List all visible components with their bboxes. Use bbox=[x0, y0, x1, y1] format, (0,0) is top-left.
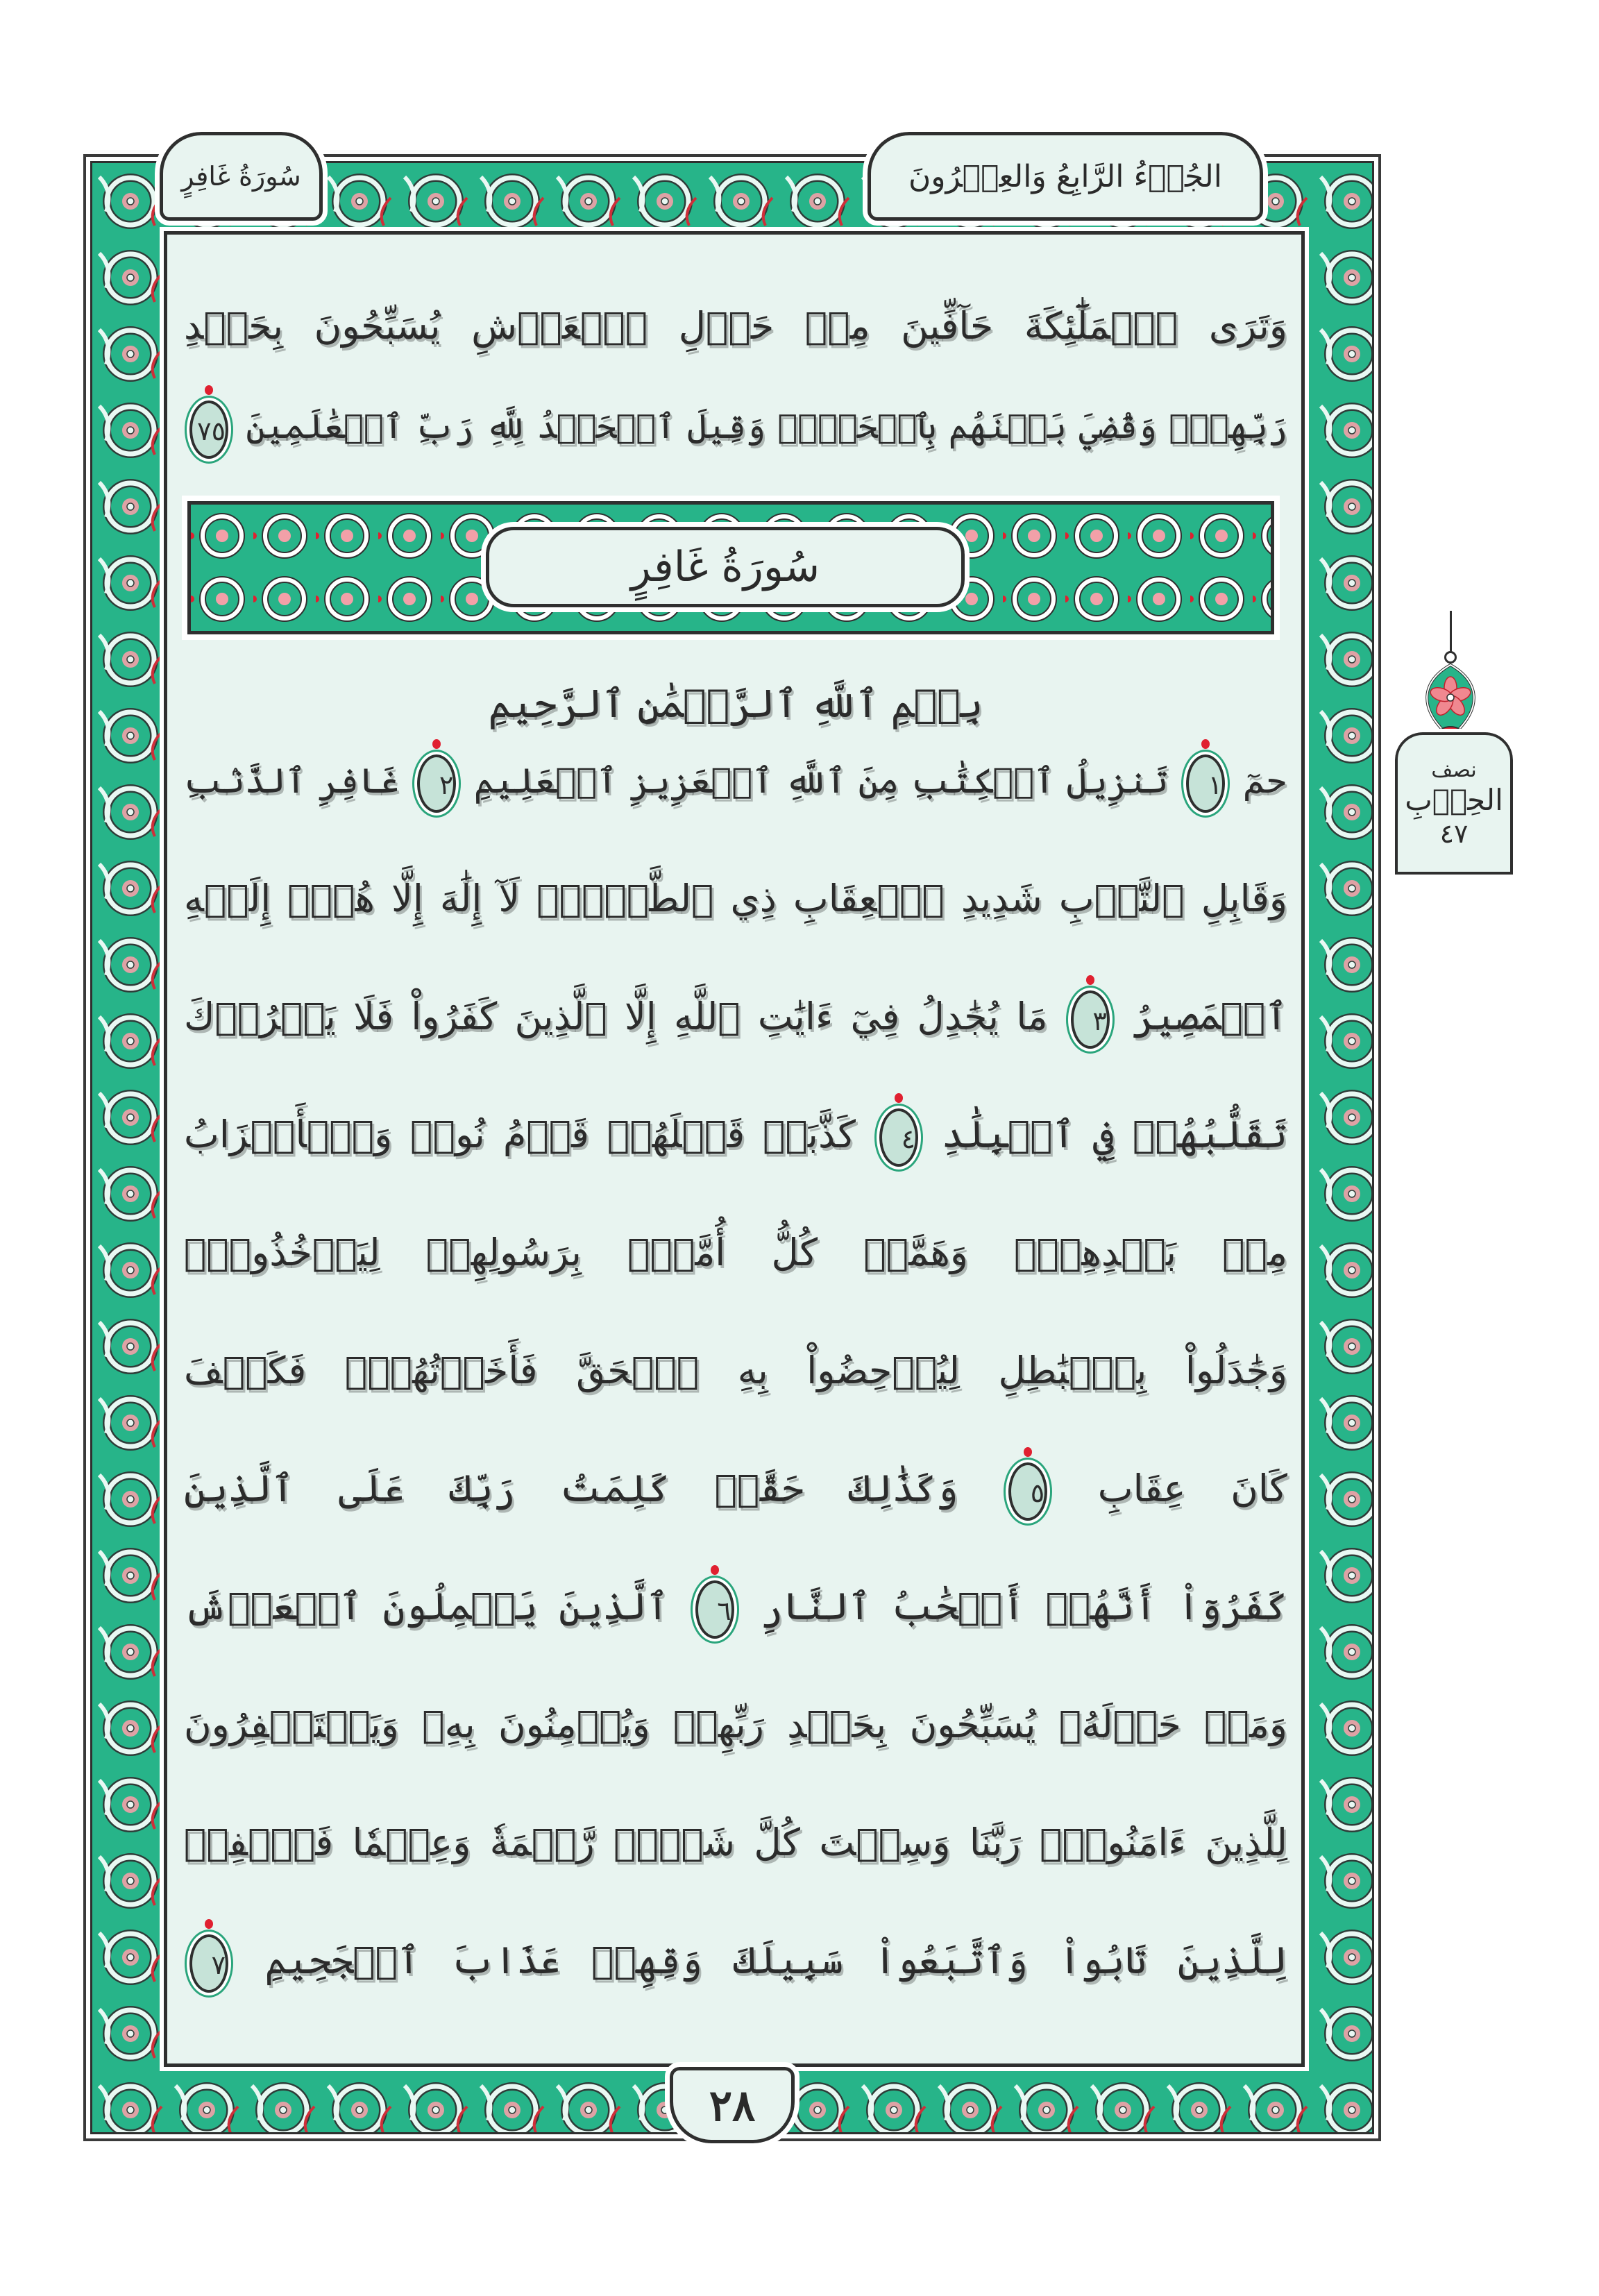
verse-text: وَقَابِلِ ٱلتَّوۡبِ شَدِيدِ ٱلۡعِقَابِ ذِي ٱلطَّوۡلِۖ لَآ إِلَٰهَ إِلَّا هُوَۖ إِلَيۡهِ bbox=[184, 877, 1287, 920]
surah-banner bbox=[187, 501, 1274, 634]
verse-line bbox=[184, 1673, 1287, 1777]
ayah-number-marker: ٤ bbox=[879, 1108, 918, 1167]
basmala: بِسۡمِ ٱللَّهِ ٱلرَّحۡمَٰنِ ٱلرَّحِيمِ bbox=[488, 682, 983, 727]
verse-line bbox=[184, 1437, 1287, 1541]
verse-text: لِلَّذِينَ ءَامَنُواْۖ رَبَّنَا وَسِعۡتَ كُلَّ شَيۡءٖ رَّحۡمَةٗ وَعِلۡمٗا فَٱغۡفِرۡ bbox=[184, 1821, 1287, 1864]
verse-line bbox=[184, 729, 1287, 833]
ayah-number-marker: ٧٥ bbox=[189, 400, 228, 459]
page-number-cartouche bbox=[670, 2067, 795, 2143]
verse-text: ٱلۡمَصِيرُ bbox=[1133, 995, 1288, 1038]
hizb-word: الحِزۡبِ bbox=[1405, 783, 1503, 817]
verse-text: غَافِرِ ٱلذَّنۢبِ bbox=[184, 761, 400, 801]
hizb-fraction: نصف bbox=[1431, 758, 1477, 782]
ayah-number-marker: ٣ bbox=[1071, 990, 1110, 1049]
verse-text: تَنزِيلُ ٱلۡكِتَٰبِ مِنَ ٱللَّهِ ٱلۡعَزِيزِ ٱلۡعَلِيمِ bbox=[473, 761, 1169, 801]
juz-header bbox=[868, 132, 1263, 221]
verse-line bbox=[184, 965, 1287, 1069]
verse-text: وَكَذَٰلِكَ حَقَّتۡ كَلِمَتُ رَبِّكَ عَلَى ٱلَّذِينَ bbox=[184, 1467, 958, 1510]
surah-header bbox=[160, 132, 323, 221]
verse-line bbox=[184, 274, 1287, 378]
verse-line bbox=[184, 1909, 1287, 2013]
hizb-number: ٤٧ bbox=[1439, 818, 1469, 849]
verse-text: وَتَرَى ٱلۡمَلَٰٓئِكَةَ حَآفِّينَ مِنۡ حَوۡلِ ٱلۡعَرۡشِ يُسَبِّحُونَ بِحَمۡدِ bbox=[184, 304, 1287, 348]
verse-line bbox=[184, 375, 1287, 479]
hizb-marker bbox=[1395, 732, 1513, 875]
hizb-hanger bbox=[1450, 611, 1452, 652]
verse-text: كَذَّبَتۡ قَبۡلَهُمۡ قَوۡمُ نُوحٖ وَٱلۡأَحۡزَابُ bbox=[184, 1113, 856, 1156]
verse-line bbox=[184, 847, 1287, 951]
verse-text: مَا يُجَٰدِلُ فِيٓ ءَايَٰتِ ٱللَّهِ إِلَّا ٱلَّذِينَ كَفَرُواْ فَلَا يَغۡرُرۡكَ bbox=[184, 995, 1048, 1038]
ayah-number-marker: ٧ bbox=[189, 1934, 228, 1993]
verse-line bbox=[184, 1083, 1287, 1187]
verse-line bbox=[184, 1201, 1287, 1305]
verse-text: تَقَلُّبُهُمۡ فِي ٱلۡبِلَٰدِ bbox=[941, 1113, 1287, 1156]
verse-text: كَانَ عِقَابِ bbox=[1097, 1467, 1288, 1510]
surah-title bbox=[486, 527, 965, 607]
verse-text: رَبِّهِمۡۖ وَقُضِيَ بَيۡنَهُم بِٱلۡحَقِّۚ وَقِيلَ ٱلۡحَمۡدُ لِلَّهِ رَبِّ ٱلۡعَٰلَمِينَ bbox=[246, 407, 1287, 446]
hizb-flower-icon bbox=[1409, 659, 1492, 743]
ayah-number-marker: ٢ bbox=[417, 754, 456, 813]
verse-line bbox=[184, 1555, 1287, 1659]
ayah-number-marker: ٥ bbox=[1008, 1462, 1047, 1521]
surah-label: سُورَةُ غَافِرٍ bbox=[181, 161, 301, 192]
surah-title-text: سُورَةُ غَافِرٍ bbox=[630, 543, 820, 591]
verse-text: لِلَّذِينَ تَابُواْ وَٱتَّبَعُواْ سَبِيلَكَ وَقِهِمۡ عَذَابَ ٱلۡجَحِيمِ bbox=[264, 1939, 1287, 1982]
verse-text: ٱلَّذِينَ يَحۡمِلُونَ ٱلۡعَرۡشَ bbox=[184, 1585, 669, 1628]
verse-text: وَمَنۡ حَوۡلَهُۥ يُسَبِّحُونَ بِحَمۡدِ رَبِّهِمۡ وَيُؤۡمِنُونَ بِهِۦ وَيَسۡتَغۡفِرُونَ bbox=[184, 1703, 1287, 1746]
verse-text: وَجَٰدَلُواْ بِٱلۡبَٰطِلِ لِيُدۡحِضُواْ بِهِ ٱلۡحَقَّ فَأَخَذۡتُهُمۡۖ فَكَيۡفَ bbox=[184, 1349, 1287, 1392]
ayah-number-marker: ٦ bbox=[695, 1580, 734, 1639]
page-number: ٢٨ bbox=[709, 2079, 756, 2131]
verse-line bbox=[184, 1791, 1287, 1895]
ayah-number-marker: ١ bbox=[1186, 754, 1225, 813]
verse-text: كَفَرُوٓاْ أَنَّهُمۡ أَصۡحَٰبُ ٱلنَّارِ bbox=[761, 1585, 1287, 1628]
verse-text: مِنۢ بَعۡدِهِمۡۖ وَهَمَّتۡ كُلُّ أُمَّةِۢ بِرَسُولِهِمۡ لِيَأۡخُذُوهُۖ bbox=[184, 1231, 1287, 1274]
verse-text: حمٓ bbox=[1242, 761, 1287, 801]
verse-line bbox=[184, 1319, 1287, 1423]
juz-label: الجُزۡءُ الرَّابِعُ وَالعِشۡرُونَ bbox=[908, 158, 1223, 194]
